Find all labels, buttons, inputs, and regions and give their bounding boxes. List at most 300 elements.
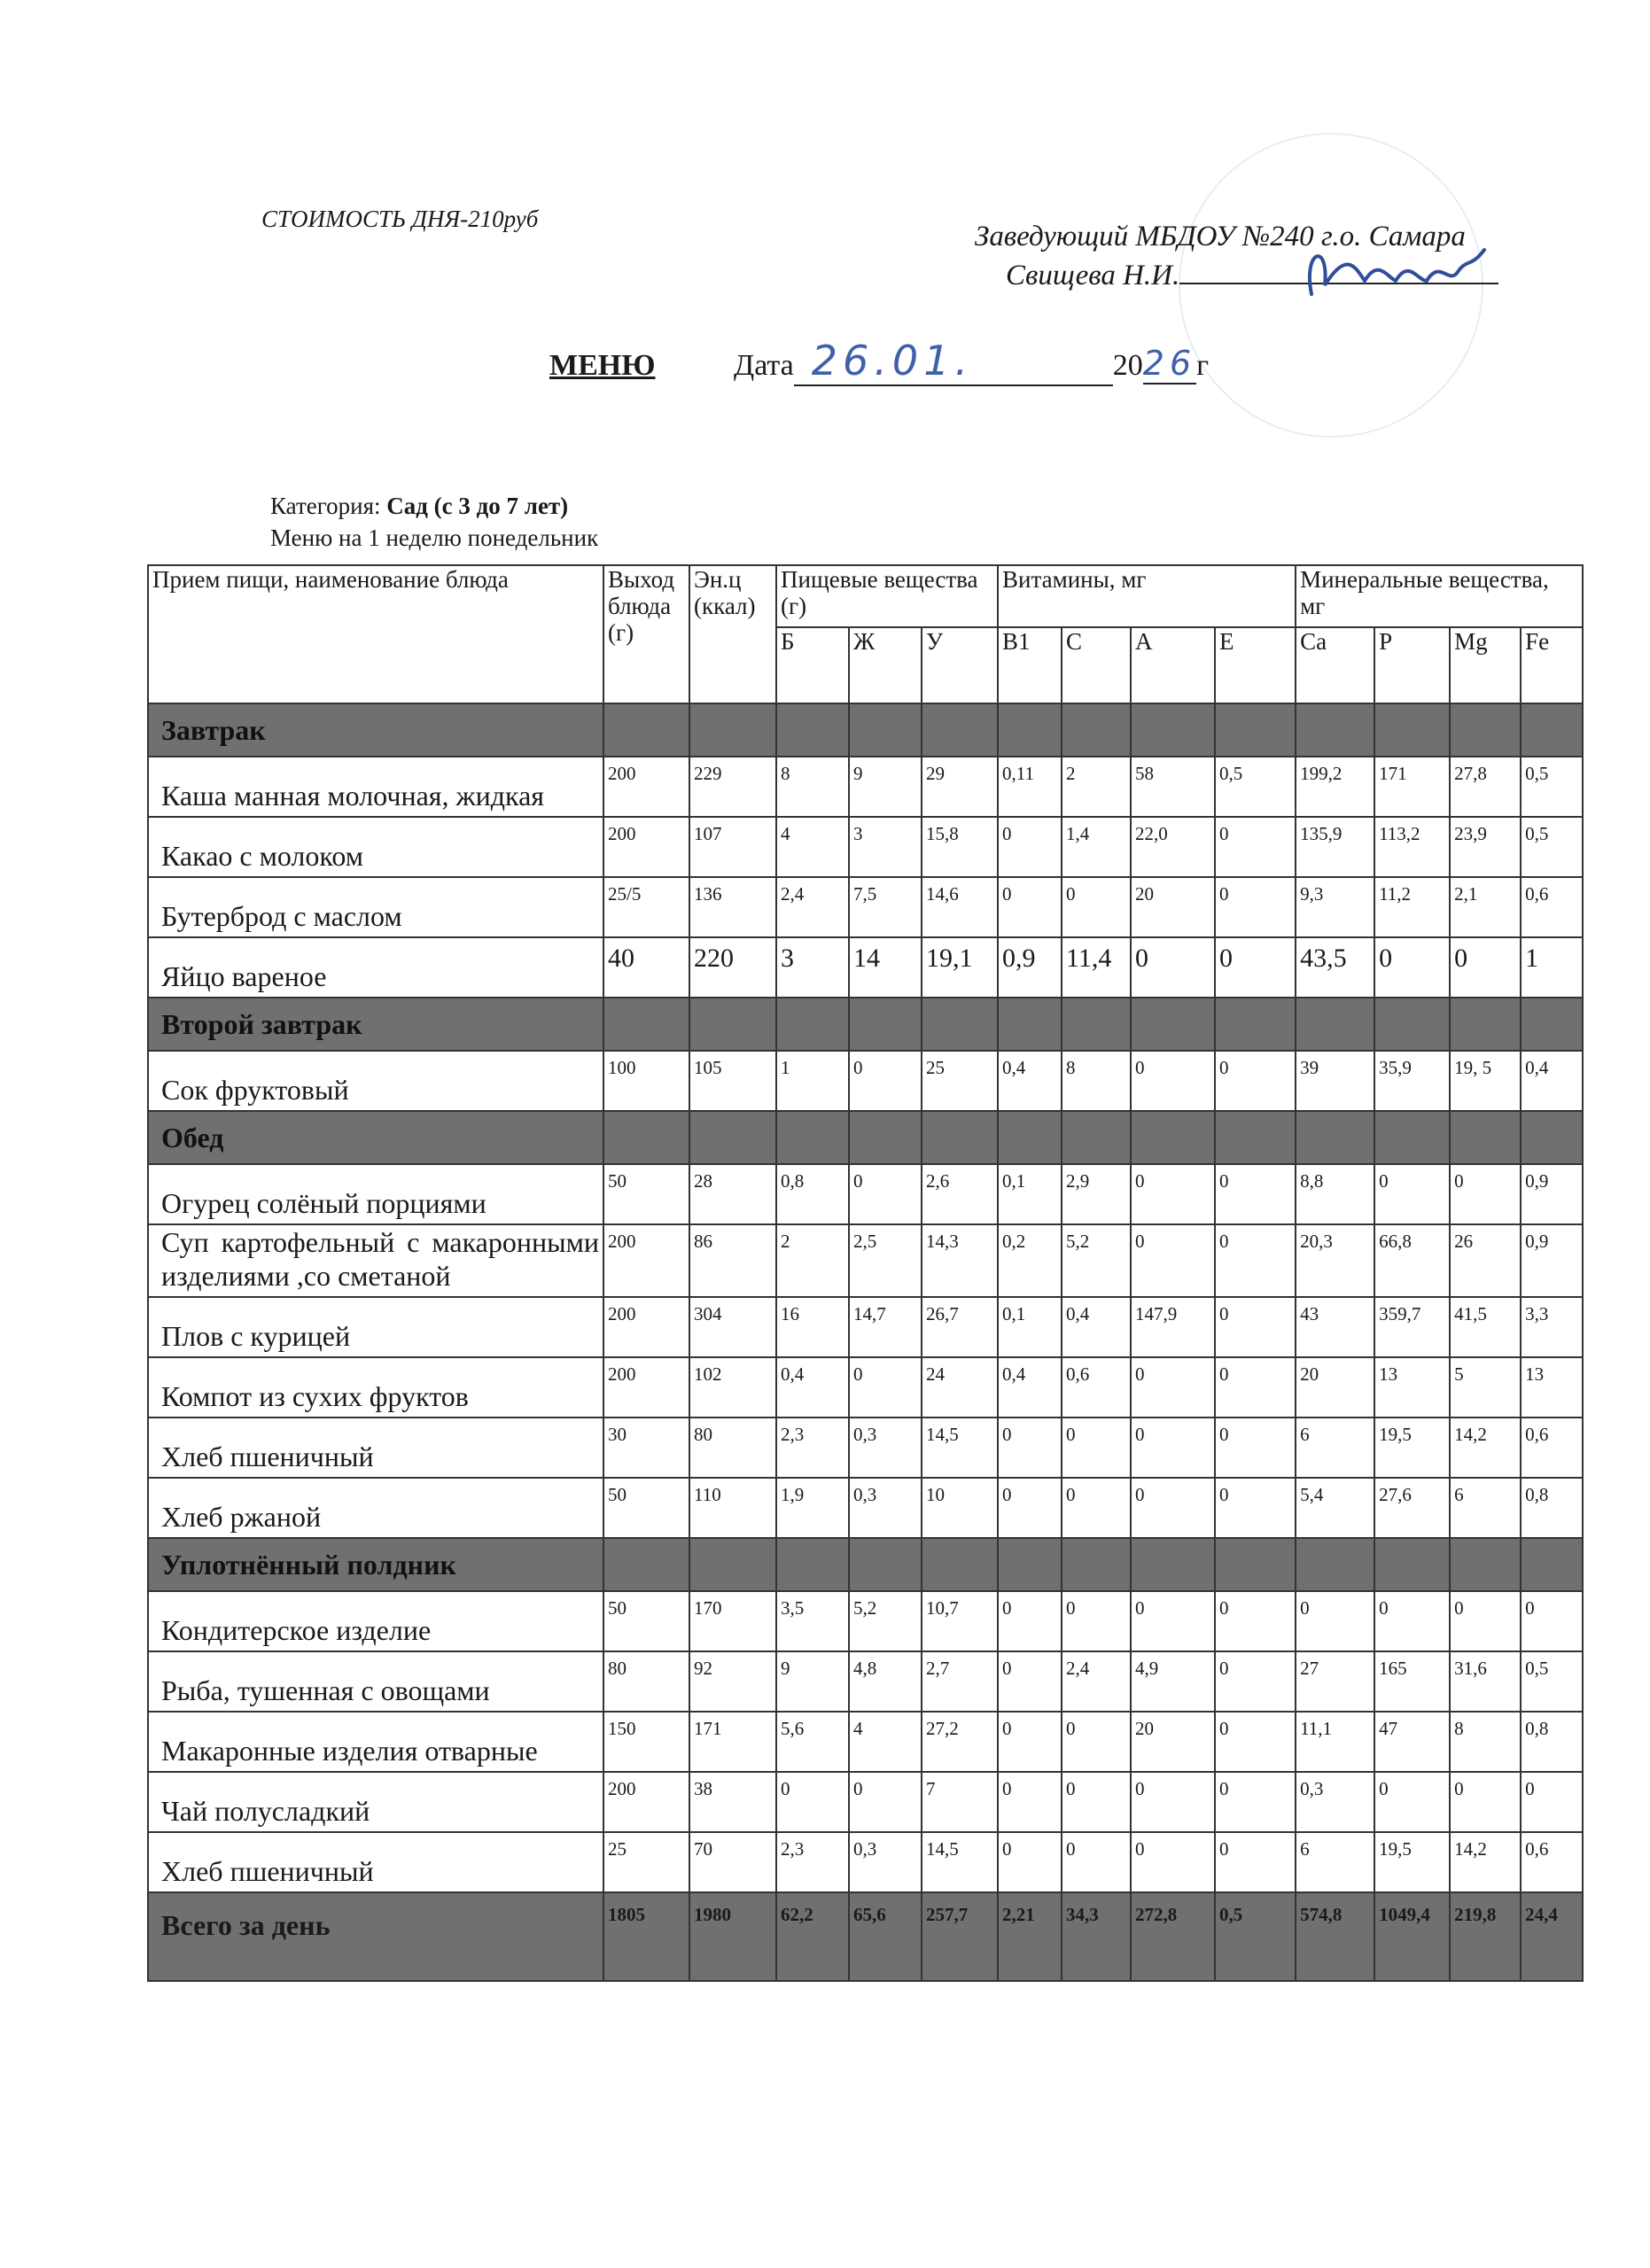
value-cell: 6: [1296, 1832, 1374, 1892]
value-cell: 0,9: [1521, 1224, 1583, 1297]
section-empty-cell: [1296, 998, 1374, 1051]
value-cell: 110: [689, 1478, 776, 1538]
value-cell: 171: [689, 1712, 776, 1772]
value-cell: 0: [1215, 1357, 1296, 1418]
section-empty-cell: [1296, 703, 1374, 757]
value-cell: 11,1: [1296, 1712, 1374, 1772]
value-cell: 0,9: [998, 937, 1062, 998]
table-row: [148, 1224, 1583, 1297]
section-title: Обед: [148, 1111, 603, 1164]
signature-scribble: [1294, 232, 1489, 312]
section-empty-cell: [1296, 1538, 1374, 1591]
section-empty-cell: [689, 1538, 776, 1591]
value-cell: 100: [603, 1051, 689, 1111]
section-empty-cell: [1131, 1538, 1215, 1591]
section-empty-cell: [776, 703, 849, 757]
value-cell: 0: [1131, 1051, 1215, 1111]
value-cell: 3: [776, 937, 849, 998]
section-empty-cell: [603, 1111, 689, 1164]
value-cell: 0: [1062, 1832, 1131, 1892]
value-cell: 40: [603, 937, 689, 998]
dish-name: Хлеб пшеничный: [148, 1418, 603, 1478]
table-row: [148, 1591, 1583, 1651]
value-cell: 0,8: [776, 1164, 849, 1224]
section-empty-cell: [1296, 1111, 1374, 1164]
section-title: Завтрак: [148, 703, 603, 757]
value-cell: 0: [849, 1051, 922, 1111]
section-empty-cell: [1062, 998, 1131, 1051]
value-cell: 27,6: [1374, 1478, 1450, 1538]
value-cell: 0,1: [998, 1297, 1062, 1357]
section-empty-cell: [603, 1538, 689, 1591]
value-cell: 8: [1062, 1051, 1131, 1111]
value-cell: 14,5: [922, 1832, 998, 1892]
day-cost: СТОИМОСТЬ ДНЯ-210руб: [261, 206, 539, 232]
value-cell: 0,8: [1521, 1712, 1583, 1772]
value-cell: 0: [1131, 1478, 1215, 1538]
dish-name: Компот из сухих фруктов: [148, 1357, 603, 1418]
value-cell: 26: [1450, 1224, 1521, 1297]
value-cell: 14,6: [922, 877, 998, 937]
value-cell: 0,4: [998, 1357, 1062, 1418]
value-cell: 4: [849, 1712, 922, 1772]
section-empty-cell: [1374, 703, 1450, 757]
value-cell: 2,9: [1062, 1164, 1131, 1224]
dish-name: Бутерброд с маслом: [148, 877, 603, 937]
section-empty-cell: [1450, 703, 1521, 757]
value-cell: 2,7: [922, 1651, 998, 1712]
dish-name: Плов с курицей: [148, 1297, 603, 1357]
value-cell: 0,6: [1062, 1357, 1131, 1418]
value-cell: 199,2: [1296, 757, 1374, 817]
header-a: А: [1131, 627, 1215, 703]
table-row: [148, 1772, 1583, 1832]
value-cell: 13: [1374, 1357, 1450, 1418]
section-empty-cell: [689, 998, 776, 1051]
section-empty-cell: [1521, 1111, 1583, 1164]
value-cell: 0: [1450, 1591, 1521, 1651]
section-empty-cell: [1131, 998, 1215, 1051]
value-cell: 0: [776, 1772, 849, 1832]
value-cell: 26,7: [922, 1297, 998, 1357]
dish-name: Каша манная молочная, жидкая: [148, 757, 603, 817]
section-empty-cell: [1215, 998, 1296, 1051]
head-name: Свищева Н.И.: [1006, 260, 1180, 291]
value-cell: 25: [922, 1051, 998, 1111]
value-cell: 0,3: [1296, 1772, 1374, 1832]
value-cell: 0,4: [1521, 1051, 1583, 1111]
value-cell: 0: [1131, 1418, 1215, 1478]
value-cell: 0: [1215, 1164, 1296, 1224]
value-cell: 0,5: [1521, 1651, 1583, 1712]
value-cell: 16: [776, 1297, 849, 1357]
value-cell: 0: [1215, 1651, 1296, 1712]
value-cell: 7: [922, 1772, 998, 1832]
value-cell: 0: [849, 1357, 922, 1418]
dish-name: Сок фруктовый: [148, 1051, 603, 1111]
value-cell: 66,8: [1374, 1224, 1450, 1297]
value-cell: 4,9: [1131, 1651, 1215, 1712]
value-cell: 39: [1296, 1051, 1374, 1111]
value-cell: 86: [689, 1224, 776, 1297]
value-cell: 200: [603, 1224, 689, 1297]
value-cell: 50: [603, 1164, 689, 1224]
dish-name: Чай полусладкий: [148, 1772, 603, 1832]
value-cell: 0,8: [1521, 1478, 1583, 1538]
value-cell: 0: [1215, 1832, 1296, 1892]
value-cell: 70: [689, 1832, 776, 1892]
value-cell: 2,3: [776, 1832, 849, 1892]
dish-name: Хлеб пшеничный: [148, 1832, 603, 1892]
value-cell: 0: [998, 1712, 1062, 1772]
section-row: [148, 1538, 1583, 1591]
header-ca: Ca: [1296, 627, 1374, 703]
section-empty-cell: [1374, 998, 1450, 1051]
value-cell: 0: [1215, 1772, 1296, 1832]
value-cell: 165: [1374, 1651, 1450, 1712]
category-label: Категория:: [270, 493, 381, 519]
section-empty-cell: [776, 998, 849, 1051]
section-row: [148, 998, 1583, 1051]
date-label: Дата: [734, 349, 794, 382]
value-cell: 0: [1215, 1051, 1296, 1111]
value-cell: 92: [689, 1651, 776, 1712]
value-cell: 200: [603, 1297, 689, 1357]
value-cell: 43: [1296, 1297, 1374, 1357]
value-cell: 0,3: [849, 1418, 922, 1478]
total-row: [148, 1892, 1583, 1981]
section-empty-cell: [849, 1111, 922, 1164]
table-row: [148, 1651, 1583, 1712]
value-cell: 8: [776, 757, 849, 817]
value-cell: 0: [998, 1478, 1062, 1538]
value-cell: 135,9: [1296, 817, 1374, 877]
section-empty-cell: [849, 1538, 922, 1591]
value-cell: 0: [998, 1418, 1062, 1478]
value-cell: 0,5: [1521, 757, 1583, 817]
value-cell: 0: [998, 1651, 1062, 1712]
value-cell: 3,3: [1521, 1297, 1583, 1357]
value-cell: 0: [1215, 1224, 1296, 1297]
value-cell: 20: [1131, 1712, 1215, 1772]
total-value: 2,21: [998, 1892, 1062, 1981]
value-cell: 3: [849, 817, 922, 877]
table-row: [148, 1418, 1583, 1478]
value-cell: 200: [603, 817, 689, 877]
value-cell: 23,9: [1450, 817, 1521, 877]
value-cell: 0: [1296, 1591, 1374, 1651]
value-cell: 0: [998, 1591, 1062, 1651]
category-block: [270, 490, 598, 554]
year-value: 26: [1142, 344, 1197, 383]
value-cell: 136: [689, 877, 776, 937]
section-row: [148, 703, 1583, 757]
value-cell: 0: [1131, 1591, 1215, 1651]
header-nutrients: Пищевые вещества (г): [776, 565, 998, 627]
week-line: Меню на 1 неделю понедельник: [270, 524, 599, 551]
value-cell: 2,4: [776, 877, 849, 937]
value-cell: 5,6: [776, 1712, 849, 1772]
section-empty-cell: [998, 998, 1062, 1051]
category-value: Сад (с 3 до 7 лет): [386, 493, 569, 519]
value-cell: 102: [689, 1357, 776, 1418]
value-cell: 7,5: [849, 877, 922, 937]
total-value: 65,6: [849, 1892, 922, 1981]
value-cell: 24: [922, 1357, 998, 1418]
section-empty-cell: [1215, 1111, 1296, 1164]
value-cell: 0,9: [1521, 1164, 1583, 1224]
value-cell: 14,3: [922, 1224, 998, 1297]
value-cell: 0: [1062, 1591, 1131, 1651]
value-cell: 30: [603, 1418, 689, 1478]
section-empty-cell: [1131, 703, 1215, 757]
value-cell: 6: [1450, 1478, 1521, 1538]
section-empty-cell: [998, 1111, 1062, 1164]
value-cell: 20: [1296, 1357, 1374, 1418]
value-cell: 14,2: [1450, 1832, 1521, 1892]
value-cell: 359,7: [1374, 1297, 1450, 1357]
value-cell: 0: [998, 1772, 1062, 1832]
value-cell: 9: [849, 757, 922, 817]
value-cell: 0: [1131, 937, 1215, 998]
value-cell: 25/5: [603, 877, 689, 937]
section-title: Второй завтрак: [148, 998, 603, 1051]
section-empty-cell: [849, 998, 922, 1051]
value-cell: 0,6: [1521, 1418, 1583, 1478]
value-cell: 0,4: [776, 1357, 849, 1418]
value-cell: 0: [1521, 1591, 1583, 1651]
value-cell: 35,9: [1374, 1051, 1450, 1111]
value-cell: 14,7: [849, 1297, 922, 1357]
value-cell: 113,2: [1374, 817, 1450, 877]
value-cell: 8: [1450, 1712, 1521, 1772]
value-cell: 171: [1374, 757, 1450, 817]
header-vitamins: Витамины, мг: [998, 565, 1296, 627]
menu-title-row: [549, 337, 1209, 386]
section-empty-cell: [603, 998, 689, 1051]
value-cell: 47: [1374, 1712, 1450, 1772]
value-cell: 50: [603, 1591, 689, 1651]
value-cell: 15,8: [922, 817, 998, 877]
total-value: 1049,4: [1374, 1892, 1450, 1981]
value-cell: 1: [776, 1051, 849, 1111]
header-energy: Эн.ц (ккал): [689, 565, 776, 703]
section-empty-cell: [1062, 703, 1131, 757]
section-empty-cell: [998, 1538, 1062, 1591]
value-cell: 11,2: [1374, 877, 1450, 937]
header-zh: Ж: [849, 627, 922, 703]
value-cell: 0,5: [1215, 757, 1296, 817]
table-row: [148, 1832, 1583, 1892]
value-cell: 0,3: [849, 1832, 922, 1892]
header-c: С: [1062, 627, 1131, 703]
value-cell: 0: [1062, 1712, 1131, 1772]
header-yield: Выход блюда (г): [603, 565, 689, 703]
value-cell: 0: [1215, 1478, 1296, 1538]
section-empty-cell: [1521, 1538, 1583, 1591]
date-value: 26.01.: [811, 337, 974, 384]
total-value: 24,4: [1521, 1892, 1583, 1981]
value-cell: 43,5: [1296, 937, 1374, 998]
table-row: [148, 1297, 1583, 1357]
section-empty-cell: [1450, 1111, 1521, 1164]
approval-title: Заведующий МБДОУ №240 г.о. Самара: [975, 221, 1466, 252]
value-cell: 107: [689, 817, 776, 877]
value-cell: 20: [1131, 877, 1215, 937]
value-cell: 1: [1521, 937, 1583, 998]
value-cell: 31,6: [1450, 1651, 1521, 1712]
value-cell: 0: [1131, 1357, 1215, 1418]
value-cell: 6: [1296, 1418, 1374, 1478]
value-cell: 0: [1062, 877, 1131, 937]
value-cell: 14: [849, 937, 922, 998]
total-value: 219,8: [1450, 1892, 1521, 1981]
value-cell: 9,3: [1296, 877, 1374, 937]
value-cell: 0: [1215, 1418, 1296, 1478]
value-cell: 0: [1131, 1832, 1215, 1892]
value-cell: 50: [603, 1478, 689, 1538]
value-cell: 10,7: [922, 1591, 998, 1651]
dish-name: Яйцо вареное: [148, 937, 603, 998]
value-cell: 0: [849, 1772, 922, 1832]
menu-title: МЕНЮ: [549, 349, 656, 382]
value-cell: 0: [1374, 1591, 1450, 1651]
total-value: 272,8: [1131, 1892, 1215, 1981]
value-cell: 200: [603, 1772, 689, 1832]
section-empty-cell: [1215, 1538, 1296, 1591]
value-cell: 0,4: [998, 1051, 1062, 1111]
value-cell: 150: [603, 1712, 689, 1772]
value-cell: 0: [1215, 937, 1296, 998]
value-cell: 22,0: [1131, 817, 1215, 877]
value-cell: 2: [776, 1224, 849, 1297]
value-cell: 19, 5: [1450, 1051, 1521, 1111]
total-value: 574,8: [1296, 1892, 1374, 1981]
value-cell: 0,6: [1521, 1832, 1583, 1892]
value-cell: 14,2: [1450, 1418, 1521, 1478]
value-cell: 80: [689, 1418, 776, 1478]
section-empty-cell: [1450, 1538, 1521, 1591]
value-cell: 0: [998, 817, 1062, 877]
value-cell: 0,11: [998, 757, 1062, 817]
value-cell: 2,5: [849, 1224, 922, 1297]
value-cell: 0: [1062, 1478, 1131, 1538]
section-empty-cell: [849, 703, 922, 757]
value-cell: 0,2: [998, 1224, 1062, 1297]
value-cell: 5: [1450, 1357, 1521, 1418]
value-cell: 0: [1131, 1164, 1215, 1224]
value-cell: 0: [1062, 1772, 1131, 1832]
dish-name: Какао с молоком: [148, 817, 603, 877]
header-dish: Прием пищи, наименование блюда: [148, 565, 603, 703]
value-cell: 0: [1450, 1772, 1521, 1832]
table-row: [148, 1357, 1583, 1418]
value-cell: 170: [689, 1591, 776, 1651]
section-title: Уплотнённый полдник: [148, 1538, 603, 1591]
value-cell: 80: [603, 1651, 689, 1712]
value-cell: 304: [689, 1297, 776, 1357]
value-cell: 2,1: [1450, 877, 1521, 937]
table-row: [148, 817, 1583, 877]
value-cell: 0: [1450, 1164, 1521, 1224]
section-row: [148, 1111, 1583, 1164]
value-cell: 0,6: [1521, 877, 1583, 937]
header-minerals: Минеральные вещества, мг: [1296, 565, 1583, 627]
value-cell: 28: [689, 1164, 776, 1224]
section-empty-cell: [776, 1538, 849, 1591]
header-e: Е: [1215, 627, 1296, 703]
value-cell: 0,3: [849, 1478, 922, 1538]
section-empty-cell: [1062, 1111, 1131, 1164]
table-row: [148, 877, 1583, 937]
value-cell: 3,5: [776, 1591, 849, 1651]
value-cell: 5,2: [1062, 1224, 1131, 1297]
total-label: Всего за день: [148, 1892, 603, 1981]
value-cell: 0,4: [1062, 1297, 1131, 1357]
section-empty-cell: [1521, 998, 1583, 1051]
value-cell: 14,5: [922, 1418, 998, 1478]
header-fe: Fe: [1521, 627, 1583, 703]
value-cell: 0: [1215, 877, 1296, 937]
table-row: [148, 1164, 1583, 1224]
value-cell: 0: [1215, 1591, 1296, 1651]
value-cell: 19,1: [922, 937, 998, 998]
section-empty-cell: [603, 703, 689, 757]
value-cell: 27,8: [1450, 757, 1521, 817]
section-empty-cell: [689, 703, 776, 757]
section-empty-cell: [776, 1111, 849, 1164]
value-cell: 29: [922, 757, 998, 817]
section-empty-cell: [998, 703, 1062, 757]
value-cell: 8,8: [1296, 1164, 1374, 1224]
value-cell: 1,4: [1062, 817, 1131, 877]
section-empty-cell: [1215, 703, 1296, 757]
value-cell: 0: [998, 877, 1062, 937]
value-cell: 0: [1374, 1164, 1450, 1224]
value-cell: 0: [849, 1164, 922, 1224]
value-cell: 58: [1131, 757, 1215, 817]
value-cell: 41,5: [1450, 1297, 1521, 1357]
header-b: Б: [776, 627, 849, 703]
section-empty-cell: [1374, 1538, 1450, 1591]
value-cell: 4,8: [849, 1651, 922, 1712]
header-p: P: [1374, 627, 1450, 703]
value-cell: 9: [776, 1651, 849, 1712]
value-cell: 20,3: [1296, 1224, 1374, 1297]
value-cell: 0: [998, 1832, 1062, 1892]
value-cell: 0: [1062, 1418, 1131, 1478]
table-row: [148, 757, 1583, 817]
dish-name: Кондитерское изделие: [148, 1591, 603, 1651]
value-cell: 0: [1131, 1224, 1215, 1297]
value-cell: 0: [1450, 937, 1521, 998]
value-cell: 0: [1215, 817, 1296, 877]
value-cell: 5,2: [849, 1591, 922, 1651]
table-row: [148, 1478, 1583, 1538]
value-cell: 1,9: [776, 1478, 849, 1538]
section-empty-cell: [1521, 703, 1583, 757]
value-cell: 0: [1215, 1297, 1296, 1357]
value-cell: 147,9: [1131, 1297, 1215, 1357]
value-cell: 0,5: [1521, 817, 1583, 877]
menu-table: [147, 564, 1584, 1982]
value-cell: 38: [689, 1772, 776, 1832]
total-value: 0,5: [1215, 1892, 1296, 1981]
value-cell: 200: [603, 757, 689, 817]
section-empty-cell: [922, 998, 998, 1051]
section-empty-cell: [922, 703, 998, 757]
table-row: [148, 1712, 1583, 1772]
